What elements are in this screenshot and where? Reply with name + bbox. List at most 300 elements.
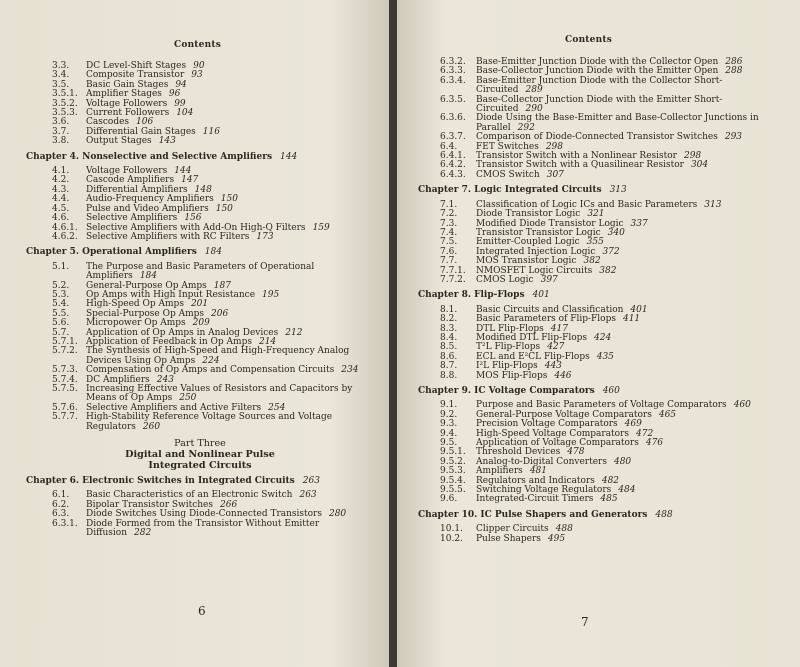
section-number: 4.1.	[52, 166, 70, 177]
toc-entry	[26, 233, 374, 242]
section-title-text: FET Switches	[476, 141, 539, 152]
chapter-page-number: 401	[532, 290, 550, 301]
section-page-number: 93	[191, 70, 203, 81]
section-page-number: 382	[599, 265, 617, 276]
section-title-text: Basic Gain Stages	[86, 79, 169, 90]
section-page-number: 144	[174, 166, 192, 177]
section-page-number: 214	[258, 336, 277, 347]
section-page-number: 96	[168, 89, 181, 100]
toc-group-ch8	[418, 306, 780, 381]
section-number: 6.3.7.	[440, 132, 466, 143]
section-page-number: 298	[683, 151, 702, 162]
section-title-text: Base-Collector Junction Diode with the Emitter Short-Circuited	[476, 94, 723, 115]
left-page	[0, 0, 389, 667]
section-number: 7.5.	[440, 237, 458, 248]
section-title-text: Base-Emitter Junction Diode with the Collector Open	[476, 57, 719, 67]
chapter-title: Chapter 8. Flip-Flops	[418, 290, 525, 301]
book-gutter	[389, 0, 397, 667]
section-page-number: 313	[704, 199, 722, 210]
section-number: 3.6.	[52, 117, 70, 128]
section-number: 9.6.	[440, 494, 458, 505]
section-title-text: Application of Voltage Comparators	[476, 438, 639, 449]
section-title	[476, 114, 780, 133]
toc-entry	[418, 276, 780, 285]
section-title-text: General-Purpose Voltage Comparators	[476, 409, 652, 420]
section-page-number: 495	[547, 533, 566, 544]
section-page-number: 460	[733, 400, 751, 411]
toc-entry	[418, 334, 780, 343]
section-title	[476, 96, 780, 115]
section-number: 5.6.	[52, 318, 70, 329]
section-title-text: Selective Amplifiers with Add-On High-Q Filters	[86, 222, 306, 233]
chapter-title: Chapter 9. IC Voltage Comparators	[418, 386, 595, 396]
section-page-number: 446	[554, 370, 572, 381]
section-title-text: Differential Gain Stages	[86, 126, 196, 137]
section-title-text: Base-Collector Junction Diode with the Emitter Open	[476, 66, 719, 77]
section-number: 4.2.	[52, 175, 70, 186]
right-page	[397, 0, 800, 667]
toc-entry	[418, 171, 780, 180]
section-page-number: 372	[602, 246, 620, 257]
section-number: 6.3.	[52, 509, 70, 520]
section-page-number: 90	[193, 61, 205, 71]
section-page-number: 260	[142, 421, 161, 432]
section-title-text: Modified Diode Transistor Logic	[476, 218, 624, 229]
section-page-number: 293	[724, 132, 743, 143]
chapter-page-number: 488	[655, 509, 673, 520]
section-page-number: 478	[567, 447, 585, 458]
section-page-number: 148	[194, 184, 212, 195]
toc-entry	[418, 458, 780, 467]
toc-entry	[418, 467, 780, 476]
section-number: 8.4.	[440, 332, 458, 343]
section-title-text: Diode Transistor Logic	[476, 209, 581, 220]
section-page-number: 263	[299, 490, 317, 501]
chapter-title: Chapter 7. Logic Integrated Circuits	[418, 185, 602, 196]
section-page-number: 340	[607, 227, 625, 238]
section-title-text: Selective Amplifiers and Active Filters	[86, 402, 262, 413]
section-title-text: CMOS Switch	[476, 169, 540, 180]
section-title-text: Clipper Circuits	[476, 524, 549, 535]
section-page-number: 485	[600, 494, 618, 505]
section-title-text: Selective Amplifiers with RC Filters	[86, 231, 250, 242]
section-number: 3.5.	[52, 79, 70, 90]
section-page-number: 104	[176, 108, 194, 119]
section-number: 6.3.2.	[440, 57, 466, 67]
toc-group-ch10	[418, 525, 780, 544]
section-number: 6.1.	[52, 490, 70, 501]
section-title-text: Special-Purpose Op Amps	[86, 308, 205, 319]
section-page-number: 443	[544, 361, 562, 372]
section-title-text: Compensation of Op Amps and Compensation Circuits	[86, 365, 335, 376]
section-number: 5.7.6.	[52, 402, 78, 413]
section-title-text: The Purpose and Basic Parameters of Operational Amplifiers	[86, 261, 315, 282]
section-number: 6.3.4.	[440, 75, 466, 86]
section-page-number: 206	[211, 308, 229, 319]
section-page-number: 397	[540, 274, 558, 285]
section-number: 7.2.	[440, 209, 458, 220]
section-number: 8.6.	[440, 351, 458, 362]
section-number: 5.3.	[52, 289, 70, 300]
section-title-text: Increasing Effective Values of Resistors and Capacitors by Means of Op Amps	[86, 384, 353, 404]
section-page-number: 469	[624, 419, 642, 430]
toc-entry	[26, 413, 374, 432]
section-page-number: 173	[256, 231, 274, 242]
section-title-text: Current Followers	[86, 108, 170, 119]
section-number: 5.1.	[52, 261, 70, 272]
section-title-text: Integrated Injection Logic	[476, 246, 596, 257]
section-number: 9.5.1.	[440, 447, 466, 458]
toc-entry	[418, 161, 780, 170]
section-title	[86, 413, 374, 432]
section-number: 4.5.	[52, 203, 70, 214]
toc-group-ch9	[418, 401, 780, 504]
toc-entry	[26, 90, 374, 99]
section-number: 9.5.3.	[440, 466, 466, 477]
section-title-text: Basic Characteristics of an Electronic Switch	[86, 490, 293, 501]
section-page-number: 224	[202, 355, 220, 366]
section-title-text: Bipolar Transistor Switches	[86, 499, 214, 510]
chapter-page-number: 460	[602, 386, 620, 396]
section-title-text: Voltage Followers	[86, 166, 168, 177]
section-title-text: High-Speed Voltage Comparators	[476, 428, 630, 439]
section-number: 5.7.	[52, 327, 70, 338]
section-number: 5.7.4.	[52, 374, 78, 385]
section-page-number: 195	[262, 289, 280, 300]
section-number: 5.4.	[52, 299, 70, 310]
section-page-number: 355	[586, 237, 604, 248]
section-title-text: Precision Voltage Comparators	[476, 419, 618, 430]
section-page-number: 156	[184, 213, 202, 224]
section-number: 6.3.5.	[440, 94, 466, 105]
chapter-heading-10	[418, 511, 780, 520]
section-title-text: General-Purpose Op Amps	[86, 280, 207, 291]
section-number: 5.2.	[52, 280, 70, 291]
toc-group-ch5	[26, 263, 374, 432]
section-number: 5.7.2.	[52, 346, 78, 357]
section-title-text: Output Stages	[86, 136, 152, 147]
section-page-number: 243	[156, 374, 174, 385]
section-page-number: 288	[725, 66, 743, 77]
section-title-text: High-Speed Op Amps	[86, 299, 184, 310]
section-number: 9.1.	[440, 400, 458, 411]
section-number: 3.5.2.	[52, 98, 78, 109]
chapter-heading-6	[26, 477, 374, 486]
section-number: 9.4.	[440, 428, 458, 439]
section-title	[476, 276, 780, 285]
toc-entry	[418, 525, 780, 534]
section-page-number: 116	[202, 126, 220, 137]
toc-entry	[26, 81, 374, 90]
toc-entry	[418, 495, 780, 504]
section-page-number: 476	[645, 438, 664, 449]
section-number: 9.5.2.	[440, 456, 466, 467]
section-title-text: DC Level-Shift Stages	[86, 61, 187, 71]
section-title-text: Pulse Shapers	[476, 533, 541, 544]
section-page-number: 280	[328, 509, 347, 520]
section-number: 7.7.	[440, 256, 458, 267]
section-number: 6.3.3.	[440, 66, 466, 77]
section-title-text: MOS Flip-Flops	[476, 370, 548, 381]
section-number: 7.3.	[440, 218, 458, 229]
section-number: 5.7.1.	[52, 336, 78, 347]
section-page-number: 143	[158, 136, 176, 147]
toc-right	[418, 58, 780, 544]
section-page-number: 212	[285, 327, 303, 338]
chapter-heading-7	[418, 186, 780, 195]
section-number: 6.4.3.	[440, 169, 466, 180]
section-page-number: 201	[190, 299, 209, 310]
section-title-text: Application of Op Amps in Analog Devices	[86, 327, 279, 338]
part-title-line-2: Integrated Circuits	[148, 460, 252, 472]
section-page-number: 290	[525, 104, 543, 115]
section-number: 10.1.	[440, 524, 463, 535]
section-title-text: DC Amplifiers	[86, 374, 150, 385]
section-number: 10.2.	[440, 533, 463, 544]
chapter-page-number: 263	[302, 476, 320, 487]
toc-entry	[26, 366, 374, 375]
section-page-number: 150	[215, 203, 233, 214]
section-title-text: MOS Transistor Logic	[476, 256, 577, 267]
section-number: 7.7.1.	[440, 265, 466, 276]
section-title	[86, 263, 374, 282]
part-heading	[26, 438, 374, 471]
section-title-text: Diode Formed from the Transistor Without Emitter Diffusion	[86, 518, 320, 539]
section-number: 6.3.1.	[52, 518, 78, 529]
section-title-text: Regulators and Indicators	[476, 475, 595, 486]
section-title	[476, 77, 780, 96]
section-page-number: 282	[134, 528, 152, 539]
section-title-text: Basic Circuits and Classification	[476, 304, 624, 315]
section-title-text: Purpose and Basic Parameters of Voltage Comparators	[476, 400, 727, 411]
section-page-number: 401	[630, 304, 648, 315]
section-title-text: T²L Flip-Flops	[476, 342, 541, 353]
section-number: 5.5.	[52, 308, 70, 319]
section-page-number: 94	[175, 79, 187, 90]
toc-group-ch4	[26, 167, 374, 242]
section-page-number: 209	[192, 318, 210, 329]
toc-group-ch7	[418, 201, 780, 286]
section-title-text: The Synthesis of High-Speed and High-Frequency Analog Devices Using Op Amps	[86, 346, 350, 366]
section-page-number: 472	[636, 428, 654, 439]
section-title-text: Selective Amplifiers	[86, 213, 178, 224]
section-number: 3.5.1.	[52, 89, 78, 100]
section-title	[86, 347, 374, 366]
section-number: 8.5.	[440, 342, 458, 353]
section-number: 9.5.4.	[440, 475, 466, 486]
toc-entry	[26, 100, 374, 109]
section-page-number: 266	[220, 499, 238, 510]
section-number: 8.2.	[440, 314, 458, 325]
chapter-heading-5	[26, 248, 374, 257]
section-page-number: 337	[630, 218, 648, 229]
chapter-heading-4	[26, 153, 374, 162]
section-title	[476, 535, 780, 544]
toc-group-ch6	[26, 491, 374, 538]
section-page-number: 150	[220, 194, 238, 205]
section-number: 3.4.	[52, 70, 70, 81]
section-number: 4.3.	[52, 184, 70, 195]
section-title-text: Diode Switches Using Diode-Connected Transistors	[86, 509, 322, 520]
section-number: 4.6.	[52, 213, 70, 224]
toc-entry	[26, 167, 374, 176]
section-number: 5.7.7.	[52, 412, 78, 423]
section-title-text: Base-Emitter Junction Diode with the Collector Short-Circuited	[476, 75, 723, 96]
toc-entry	[26, 385, 374, 404]
toc-entry	[418, 77, 780, 96]
section-title	[86, 137, 374, 146]
toc-entry	[26, 520, 374, 539]
section-title-text: Modified DTL Flip-Flops	[476, 332, 588, 343]
section-title-text: Pulse and Video Amplifiers	[86, 203, 209, 214]
section-number: 4.6.2.	[52, 231, 78, 242]
chapter-title: Chapter 5. Operational Amplifiers	[26, 247, 197, 258]
chapter-title: Chapter 10. IC Pulse Shapers and Generators	[418, 509, 648, 520]
toc-entry	[418, 96, 780, 115]
section-title-text: Transistor Switch with a Quasilinear Resistor	[476, 160, 684, 171]
section-title-text: NMOSFET Logic Circuits	[476, 265, 593, 276]
section-page-number: 254	[268, 402, 286, 413]
section-number: 8.7.	[440, 361, 458, 372]
section-number: 7.1.	[440, 199, 458, 210]
section-page-number: 184	[139, 271, 157, 282]
toc-entry	[418, 315, 780, 324]
toc-entry	[26, 137, 374, 146]
section-title-text: Emitter-Coupled Logic	[476, 237, 580, 248]
page-number: 7	[581, 615, 589, 629]
section-title-text: Audio-Frequency Amplifiers	[86, 194, 214, 205]
section-page-number: 292	[517, 122, 535, 133]
toc-entry	[418, 267, 780, 276]
section-number: 6.4.	[440, 141, 458, 152]
section-page-number: 147	[181, 175, 199, 186]
chapter-title: Chapter 6. Electronic Switches in Integrated Circuits	[26, 476, 295, 487]
section-title-text: Micropower Op Amps	[86, 318, 186, 329]
section-page-number: 484	[618, 485, 636, 496]
section-number: 9.5.5.	[440, 485, 466, 496]
toc-entry	[26, 347, 374, 366]
section-title-text: Amplifier Stages	[86, 89, 162, 100]
section-number: 4.4.	[52, 194, 70, 205]
toc-entry	[418, 372, 780, 381]
section-title-text: Application of Feedback in Op Amps	[86, 336, 252, 347]
part-title-line-1: Digital and Nonlinear Pulse	[125, 449, 275, 461]
section-title	[86, 385, 374, 404]
section-page-number: 465	[658, 409, 677, 420]
section-page-number: 435	[596, 351, 614, 362]
toc-entry	[26, 263, 374, 282]
toc-entry	[418, 238, 780, 247]
section-title-text: Analog-to-Digital Converters	[476, 456, 607, 467]
section-title-text: Comparison of Diode-Connected Transistor Switches	[476, 132, 718, 143]
section-title-text: Transistor Transistor Logic	[476, 227, 601, 238]
toc-entry	[418, 353, 780, 362]
section-number: 7.4.	[440, 227, 458, 238]
toc-entry	[26, 71, 374, 80]
section-title-text: Threshold Devices	[476, 447, 561, 458]
section-title-text: Op Amps with High Input Resistance	[86, 289, 256, 300]
section-title-text: Classification of Logic ICs and Basic Parameters	[476, 199, 698, 210]
toc-entry	[418, 114, 780, 133]
section-number: 3.3.	[52, 61, 70, 71]
section-number: 8.8.	[440, 370, 458, 381]
chapter-title: Chapter 4. Nonselective and Selective Amplifiers	[26, 151, 273, 162]
section-title-text: Cascodes	[86, 117, 130, 128]
section-page-number: 411	[622, 314, 641, 325]
toc-entry	[26, 118, 374, 127]
section-number: 4.6.1.	[52, 222, 78, 233]
section-number: 6.4.2.	[440, 160, 466, 171]
section-number: 5.7.5.	[52, 384, 78, 394]
toc-group-ch6-cont	[418, 58, 780, 180]
section-page-number: 159	[312, 222, 330, 233]
toc-entry	[418, 486, 780, 495]
chapter-heading-8	[418, 291, 780, 300]
section-title-text: I²L Flip-Flops	[476, 361, 538, 372]
section-page-number: 250	[179, 393, 197, 404]
section-page-number: 187	[213, 280, 231, 291]
section-title-text: High-Stability Reference Voltage Sources and Voltage Regulators	[86, 412, 333, 432]
section-page-number: 99	[174, 98, 186, 109]
section-page-number: 482	[601, 475, 620, 486]
section-title-text: Composite Transistor	[86, 70, 185, 81]
page-title: Contents	[565, 35, 612, 45]
section-title	[476, 171, 780, 180]
section-title	[476, 372, 780, 381]
section-title-text: DTL Flip-Flops	[476, 323, 544, 334]
section-number: 5.7.3.	[52, 365, 78, 376]
section-page-number: 106	[136, 117, 154, 128]
toc-entry	[418, 535, 780, 544]
toc-entry	[418, 133, 780, 142]
section-title	[86, 520, 374, 539]
section-page-number: 286	[725, 57, 743, 67]
section-title-text: Diode Using the Base-Emitter and Base-Collector Junctions in Parallel	[476, 113, 759, 133]
section-title-text: CMOS Logic	[476, 274, 534, 285]
section-number: 9.3.	[440, 419, 458, 430]
toc-left	[26, 62, 374, 538]
section-title-text: Amplifiers	[476, 466, 523, 477]
section-title	[86, 109, 374, 118]
section-title	[86, 233, 374, 242]
page-title: Contents	[174, 40, 221, 50]
section-number: 8.3.	[440, 323, 458, 334]
section-page-number: 234	[341, 365, 359, 376]
section-page-number: 289	[525, 85, 543, 96]
section-number: 6.2.	[52, 499, 70, 510]
toc-entry	[26, 109, 374, 118]
section-page-number: 307	[546, 169, 564, 180]
section-page-number: 480	[613, 456, 632, 467]
section-title	[476, 495, 780, 504]
section-number: 9.2.	[440, 409, 458, 420]
section-number: 6.3.6.	[440, 113, 466, 124]
section-page-number: 382	[583, 256, 601, 267]
section-number: 7.7.2.	[440, 274, 466, 285]
section-page-number: 298	[545, 141, 564, 152]
section-title-text: Basic Parameters of Flip-Flops	[476, 314, 616, 325]
section-title-text: Switching Voltage Regulators	[476, 485, 612, 496]
section-number: 7.6.	[440, 246, 458, 257]
section-page-number: 488	[555, 524, 573, 535]
toc-entry	[26, 128, 374, 137]
section-title-text: ECL and E²CL Flip-Flops	[476, 351, 590, 362]
chapter-page-number: 144	[280, 151, 298, 162]
chapter-page-number: 313	[609, 185, 627, 196]
part-label: Part Three	[174, 438, 226, 450]
section-title-text: Integrated-Circuit Timers	[476, 494, 594, 505]
section-page-number: 321	[587, 209, 605, 220]
